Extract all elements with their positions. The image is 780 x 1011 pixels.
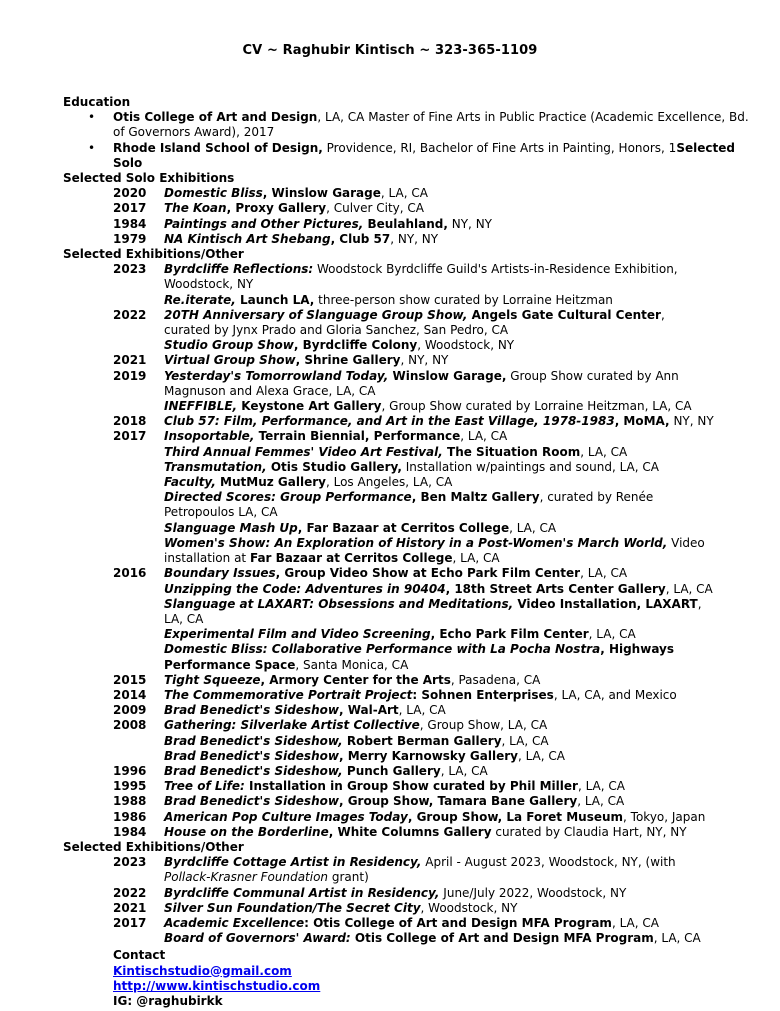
entry-italic: Pollack-Krasner Foundation: [164, 870, 329, 885]
entry-venue: Otis College of Art and Design MFA Program: [350, 931, 654, 946]
entry-body: [164, 734, 714, 749]
exhibition-entry: [63, 308, 763, 338]
entry-body: [164, 217, 714, 232]
entry-venue: : Sohnen Enterprises: [412, 687, 554, 702]
entry-venue: Robert Berman Gallery: [342, 733, 502, 748]
entry-year: 1984: [113, 216, 147, 231]
entry-year: [113, 597, 164, 627]
entry-body: [164, 490, 714, 520]
entry-title: The Koan: [164, 201, 227, 216]
entry-venue: Winslow Garage,: [388, 368, 507, 383]
entry-year: 2022: [113, 885, 147, 900]
entry-body: [164, 566, 714, 581]
exhibition-entry: [63, 642, 763, 672]
entry-title: Studio Group Show: [164, 338, 294, 353]
entry-title: Academic Excellence: [164, 915, 305, 930]
entry-body: [164, 764, 714, 779]
entry-venue: , Ben Maltz Gallery: [411, 490, 540, 505]
exhibition-entry: [63, 764, 763, 779]
entry-body: [164, 399, 714, 414]
group-exhibitions-list: [63, 262, 763, 840]
entry-body: [164, 779, 714, 794]
entry-title: Re.iterate,: [164, 292, 236, 307]
entry-body: [164, 901, 714, 916]
entry-body: [164, 308, 714, 338]
exhibition-entry: [63, 460, 763, 475]
entry-title: Virtual Group Show: [164, 353, 296, 368]
exhibition-entry: [63, 673, 763, 688]
cv-content: [63, 95, 763, 1009]
entry-year: [113, 931, 164, 946]
email-link[interactable]: Kintischstudio@gmail.com: [113, 963, 292, 978]
exhibition-entry: [63, 749, 763, 764]
entry-details: NY, NY: [669, 414, 714, 429]
entry-body: [164, 293, 714, 308]
entry-venue: The Situation Room: [442, 444, 581, 459]
entry-title: Club 57: Film, Performance, and Art in the East Village, 1978-1983: [164, 414, 615, 429]
entry-year: 2021: [113, 353, 147, 368]
entry-venue: , Far Bazaar at Cerritos College: [297, 520, 510, 535]
entry-details: , LA, CA: [580, 566, 628, 581]
entry-title: Byrdcliffe Communal Artist in Residency,: [164, 885, 440, 900]
entry-details: , LA, CA: [501, 733, 549, 748]
entry-body: [164, 688, 714, 703]
entry-year: 2021: [113, 900, 147, 915]
entry-body: [164, 353, 714, 368]
contact-heading: Contact: [113, 948, 166, 963]
exhibition-entry: [63, 445, 763, 460]
entry-body: [164, 931, 714, 946]
entry-venue: , Byrdcliffe Colony: [293, 338, 418, 353]
entry-year: 2023: [113, 262, 147, 277]
entry-year: 1996: [113, 763, 147, 778]
entry-body: [164, 536, 714, 566]
entry-year: 2023: [113, 855, 147, 870]
entry-details: , Culver City, CA: [326, 201, 424, 216]
solo-exhibitions-heading: Selected Solo Exhibitions: [63, 171, 235, 186]
entry-venue: , Merry Karnowsky Gallery: [338, 748, 518, 763]
entry-body: [164, 642, 714, 672]
entry-title: American Pop Culture Images Today: [164, 809, 408, 824]
entry-details: , curated by Renée Petropoulos LA, CA: [164, 490, 654, 520]
entry-body: [164, 703, 714, 718]
entry-year: 2016: [113, 566, 147, 581]
exhibition-entry: [63, 262, 763, 292]
exhibition-entry: [63, 536, 763, 566]
entry-details: Group Show curated by Ann Magnuson and Alexa Grace, LA, CA: [164, 368, 679, 398]
instagram-handle: IG: @raghubirkk: [113, 993, 223, 1008]
exhibition-entry: [63, 582, 763, 597]
exhibition-entry: [63, 566, 763, 581]
entry-title: Women's Show: An Exploration of History in a Post-Women's March World,: [164, 535, 668, 550]
contact-section: [113, 948, 763, 1009]
degree-tail: Selected Solo: [113, 140, 735, 170]
entry-body: [164, 794, 714, 809]
entry-details: , NY, NY: [400, 353, 449, 368]
entry-body: [164, 916, 714, 931]
entry-year: 2017: [113, 201, 147, 216]
entry-details: , LA, CA: [588, 627, 636, 642]
exhibition-entry: [63, 186, 763, 201]
entry-body: [164, 582, 714, 597]
entry-venue: Installation in Group Show curated by Phil Miller: [244, 779, 578, 794]
entry-details: April - August 2023, Woodstock, NY, (with: [421, 855, 676, 870]
entry-details: , LA, CA: [164, 596, 702, 626]
entry-body: [164, 597, 714, 627]
entry-title: Slanguage at LAXART: Obsessions and Meditations,: [164, 596, 514, 611]
entry-body: [164, 445, 714, 460]
entry-details: , LA, CA: [440, 763, 488, 778]
exhibition-entry: [63, 338, 763, 353]
entry-venue: , Wal-Art: [338, 703, 399, 718]
entry-year: [113, 627, 164, 642]
exhibition-entry: [63, 429, 763, 444]
entry-body: [164, 886, 714, 901]
entry-title: 20TH Anniversary of Slanguage Group Show,: [164, 307, 468, 322]
entry-details: , NY, NY: [390, 231, 439, 246]
entry-year: [113, 536, 164, 566]
entry-body: [164, 627, 714, 642]
other-list: [63, 855, 763, 946]
entry-year: [113, 521, 164, 536]
exhibition-entry: [63, 901, 763, 916]
entry-title: Unzipping the Code: Adventures in 90404: [164, 581, 446, 596]
entry-details: , Group Show curated by Lorraine Heitzman, LA, CA: [381, 399, 692, 414]
entry-title: Faculty,: [164, 475, 216, 490]
entry-details: , Los Angeles, LA, CA: [325, 475, 453, 490]
entry-details: , LA, CA: [580, 444, 628, 459]
entry-year: [113, 749, 164, 764]
entry-body: [164, 429, 714, 444]
exhibition-entry: [63, 855, 763, 885]
entry-title: Transmutation,: [164, 459, 267, 474]
entry-title: INEFFIBLE,: [164, 399, 238, 414]
entry-details: curated by Claudia Hart, NY, NY: [491, 824, 687, 839]
entry-venue: , Winslow Garage: [262, 186, 381, 201]
exhibition-entry: [63, 490, 763, 520]
entry-title: Directed Scores: Group Performance: [164, 490, 412, 505]
entry-venue: , Highways Performance Space: [164, 642, 675, 672]
entry-year: 2017: [113, 429, 147, 444]
exhibition-entry: [63, 521, 763, 536]
entry-year: [113, 490, 164, 520]
entry-venue: : Otis College of Art and Design MFA Program: [304, 915, 612, 930]
entry-details: , LA, CA: [380, 186, 428, 201]
entry-venue: Video Installation, LAXART: [513, 596, 698, 611]
entry-details: , LA, CA: [653, 931, 701, 946]
entry-venue: Terrain Biennial, Performance: [254, 429, 461, 444]
entry-year: 1979: [113, 231, 147, 246]
entry-title: House on the Borderline: [164, 824, 329, 839]
entry-year: [113, 460, 164, 475]
entry-venue: Angels Gate Cultural Center: [467, 307, 661, 322]
entry-year: 1986: [113, 809, 147, 824]
exhibition-entry: [63, 399, 763, 414]
entry-venue: MutMuz Gallery: [215, 475, 326, 490]
entry-title: Silver Sun Foundation/The Secret City: [164, 900, 421, 915]
entry-title: Yesterday's Tomorrowland Today,: [164, 368, 389, 383]
entry-venue: , Shrine Gallery: [295, 353, 401, 368]
exhibition-entry: [63, 475, 763, 490]
entry-details: grant): [328, 870, 369, 885]
exhibition-entry: [63, 916, 763, 931]
entry-details: , Woodstock, NY: [417, 338, 515, 353]
exhibition-entry: [63, 779, 763, 794]
entry-body: [164, 232, 714, 247]
entry-body: [164, 521, 714, 536]
exhibition-entry: [63, 810, 763, 825]
entry-details: , LA, CA: [452, 551, 500, 566]
entry-body: [164, 338, 714, 353]
entry-venue: Far Bazaar at Cerritos College: [249, 551, 453, 566]
entry-details: Video installation at: [164, 535, 705, 566]
entry-title: Brad Benedict's Sideshow,: [164, 763, 343, 778]
entry-venue: , Group Show, La Foret Museum: [407, 809, 624, 824]
exhibition-entry: [63, 627, 763, 642]
entry-body: [164, 262, 714, 292]
entry-year: [113, 475, 164, 490]
entry-title: Insoportable,: [164, 429, 255, 444]
entry-year: 1984: [113, 824, 147, 839]
exhibition-entry: [63, 293, 763, 308]
entry-details: , LA, CA, and Mexico: [553, 687, 677, 702]
entry-title: Third Annual Femmes' Video Art Festival,: [164, 444, 443, 459]
entry-title: Gathering: Silverlake Artist Collective: [164, 718, 420, 733]
other-heading: Selected Exhibitions/Other: [63, 839, 244, 854]
exhibition-entry: [63, 688, 763, 703]
entry-details: , curated by Jynx Prado and Gloria Sanchez, San Pedro, CA: [164, 307, 665, 338]
entry-details: , Santa Monica, CA: [295, 657, 409, 672]
entry-details: , Group Show, LA, CA: [419, 718, 548, 733]
entry-title: Board of Governors' Award:: [164, 931, 351, 946]
entry-details: , LA, CA: [665, 581, 713, 596]
entry-title: Brad Benedict's Sideshow: [164, 703, 339, 718]
entry-title: Experimental Film and Video Screening: [164, 627, 431, 642]
entry-year: 2020: [113, 186, 147, 201]
degree-details: Providence, RI, Bachelor of Fine Arts in Painting, Honors, 1: [322, 140, 677, 155]
entry-venue: Otis Studio Gallery,: [266, 459, 402, 474]
entry-venue: Launch LA,: [235, 292, 315, 307]
entry-title: Tree of Life:: [164, 779, 245, 794]
entry-details: , LA, CA: [460, 429, 508, 444]
entry-year: [113, 582, 164, 597]
entry-title: The Commemorative Portrait Project: [164, 687, 413, 702]
entry-venue: , Group Video Show at Echo Park Film Center: [275, 566, 581, 581]
entry-body: [164, 414, 714, 429]
entry-venue: , White Columns Gallery: [328, 824, 492, 839]
entry-body: [164, 460, 714, 475]
entry-body: [164, 825, 714, 840]
exhibition-entry: [63, 931, 763, 946]
exhibition-entry: [63, 597, 763, 627]
entry-venue: , Echo Park Film Center: [430, 627, 589, 642]
entry-title: Domestic Bliss: [164, 186, 263, 201]
entry-body: [164, 855, 714, 885]
entry-title: Brad Benedict's Sideshow,: [164, 733, 343, 748]
entry-year: [113, 445, 164, 460]
entry-year: 1995: [113, 779, 147, 794]
entry-title: Byrdcliffe Reflections:: [164, 262, 314, 277]
entry-details: , LA, CA: [398, 703, 446, 718]
entry-details: , LA, CA: [611, 915, 659, 930]
entry-year: [113, 293, 164, 308]
entry-year: 2015: [113, 672, 147, 687]
exhibition-entry: [63, 353, 763, 368]
exhibition-entry: [63, 232, 763, 247]
exhibition-entry: [63, 217, 763, 232]
entry-year: [113, 338, 164, 353]
exhibition-entry: [63, 825, 763, 840]
entry-title: Brad Benedict's Sideshow: [164, 794, 339, 809]
entry-details: , Pasadena, CA: [450, 672, 541, 687]
entry-year: 2019: [113, 368, 147, 383]
education-list: [63, 110, 763, 171]
entry-details: , LA, CA: [577, 779, 625, 794]
entry-body: [164, 369, 714, 399]
entry-year: 2018: [113, 414, 147, 429]
entry-venue: , Group Show, Tamara Bane Gallery: [338, 794, 578, 809]
exhibition-entry: [63, 886, 763, 901]
entry-year: [113, 734, 164, 749]
school-name: Otis College of Art and Design: [113, 110, 318, 125]
entry-body: [164, 673, 714, 688]
entry-title: Paintings and Other Pictures,: [164, 216, 364, 231]
entry-year: [113, 399, 164, 414]
entry-venue: , 18th Street Arts Center Gallery: [445, 581, 666, 596]
page-title: CV ~ Raghubir Kintisch ~ 323-365-1109: [242, 43, 538, 58]
entry-details: June/July 2022, Woodstock, NY: [439, 885, 627, 900]
school-name: Rhode Island School of Design,: [113, 140, 323, 155]
entry-venue: , Club 57: [330, 231, 391, 246]
exhibition-entry: [63, 369, 763, 399]
entry-body: [164, 810, 714, 825]
entry-year: 2017: [113, 915, 147, 930]
exhibition-entry: [63, 201, 763, 216]
exhibition-entry: [63, 703, 763, 718]
entry-venue: Punch Gallery: [342, 763, 441, 778]
group-exhibitions-heading: Selected Exhibitions/Other: [63, 247, 244, 262]
entry-title: Byrdcliffe Cottage Artist in Residency,: [164, 855, 422, 870]
entry-body: [164, 475, 714, 490]
entry-year: 2014: [113, 687, 147, 702]
entry-venue: , MoMA,: [614, 414, 670, 429]
entry-details: NY, NY: [447, 216, 492, 231]
entry-body: [164, 201, 714, 216]
education-item: [63, 110, 763, 140]
exhibition-entry: [63, 718, 763, 733]
entry-details: Installation w/paintings and sound, LA, CA: [401, 459, 659, 474]
entry-details: , Woodstock, NY: [420, 900, 518, 915]
entry-venue: Beulahland,: [363, 216, 448, 231]
education-heading: Education: [63, 95, 131, 109]
entry-venue: Keystone Art Gallery: [237, 399, 382, 414]
entry-details: , LA, CA: [577, 794, 625, 809]
entry-details: three-person show curated by Lorraine Heitzman: [314, 292, 613, 307]
entry-venue: , Armory Center for the Arts: [260, 672, 451, 687]
exhibition-entry: [63, 794, 763, 809]
degree-details: , LA, CA Master of Fine Arts in Public Practice (Academic Excellence, Bd. of Governors Award), 2017: [113, 110, 749, 140]
exhibition-entry: [63, 734, 763, 749]
entry-year: 1988: [113, 794, 147, 809]
entry-details: , Tokyo, Japan: [623, 809, 706, 824]
entry-venue: , Proxy Gallery: [226, 201, 327, 216]
entry-year: [113, 642, 164, 672]
entry-details: Woodstock Byrdcliffe Guild's Artists-in-Residence Exhibition, Woodstock, NY: [164, 262, 678, 292]
entry-title: NA Kintisch Art Shebang: [164, 231, 331, 246]
entry-body: [164, 718, 714, 733]
entry-title: Tight Squeeze: [164, 672, 261, 687]
entry-title: Brad Benedict's Sideshow: [164, 748, 339, 763]
entry-details: , LA, CA: [517, 748, 565, 763]
entry-year: 2008: [113, 718, 147, 733]
solo-exhibitions-list: [63, 186, 763, 247]
entry-title: Slanguage Mash Up: [164, 520, 298, 535]
exhibition-entry: [63, 414, 763, 429]
entry-title: Domestic Bliss: Collaborative Performance with La Pocha Nostra: [164, 642, 601, 657]
entry-title: Boundary Issues: [164, 566, 276, 581]
entry-year: 2009: [113, 703, 147, 718]
entry-body: [164, 749, 714, 764]
education-item: [63, 141, 763, 171]
entry-details: , LA, CA: [509, 520, 557, 535]
website-link[interactable]: http://www.kintischstudio.com: [113, 978, 321, 993]
entry-year: 2022: [113, 307, 147, 322]
entry-body: [164, 186, 714, 201]
